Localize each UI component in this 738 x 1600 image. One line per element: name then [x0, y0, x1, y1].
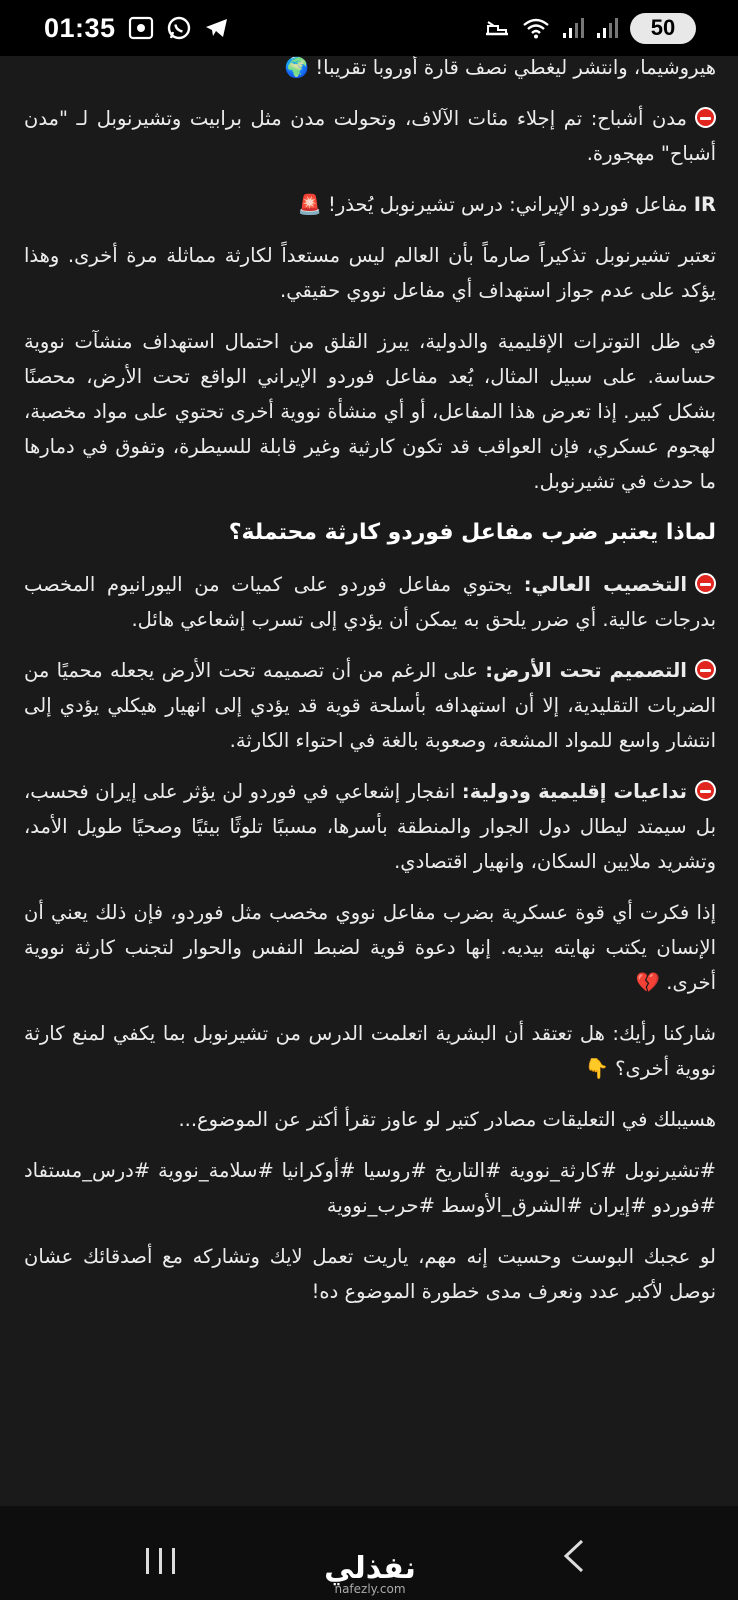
- post-paragraph: هيروشيما، وانتشر ليغطي نصف قارة أوروبا تقريبا! 🌍: [284, 56, 716, 79]
- bullet-item: [24, 653, 716, 758]
- recent-apps-icon[interactable]: [143, 1546, 179, 1580]
- hotspot-icon: [484, 18, 510, 38]
- stop-sign-icon: [695, 659, 716, 680]
- post-paragraph: هسيبلك في التعليقات مصادر كتير لو عاوز تقرأ أكتر عن الموضوع...: [178, 1108, 716, 1131]
- watermark-logo: نفذلي: [324, 1551, 416, 1586]
- post-paragraph: لو عجبك البوست وحسيت إنه مهم، ياريت تعمل لايك وتشاركه مع أصدقائك عشان نوصل لأكبر عدد ونعرف مدى خطورة الموضوع ده!: [24, 1245, 716, 1303]
- bullet-text: يحتوي مفاعل فوردو على كميات من اليورانيوم المخصب بدرجات عالية. أي ضرر يلحق به يمكن أن يؤدي إلى تسرب إشعاعي هائل.: [24, 573, 716, 631]
- bullet-item: [24, 774, 716, 879]
- post-paragraph: تعتبر تشيرنوبل تذكيراً صارماً بأن العالم ليس مستعداً لكارثة مماثلة مرة أخرى. وهذا يؤكد على عدم جواز استهداف أي مفاعل نووي حقيقي.: [24, 244, 716, 302]
- post-paragraph: شاركنا رأيك: هل تعتقد أن البشرية اتعلمت الدرس من تشيرنوبل بما يكفي لمنع كارثة نووية أخرى؟ 👇: [24, 1022, 716, 1080]
- stop-sign-icon: [695, 107, 716, 128]
- post-paragraph: [24, 187, 716, 222]
- clock: 01:35: [44, 12, 116, 43]
- bullet-text: انفجار إشعاعي في فوردو لن يؤثر على إيران فحسب، بل سيمتد ليطال دول الجوار والمنطقة بأسرها، مسببًا تلوثًا بيئيًا وصحيًا طويل الأمد، وتشريد ملايين السكان، وانهيار اقتصادي.: [24, 780, 716, 873]
- screenshot-icon: [128, 16, 154, 40]
- post-body[interactable]: [0, 56, 738, 1506]
- stop-sign-icon: [695, 573, 716, 594]
- battery-indicator: 50: [630, 13, 696, 44]
- watermark-url: nafezly.com: [334, 1582, 406, 1596]
- status-bar: [0, 0, 738, 56]
- hashtags[interactable]: #تشيرنوبل #كارثة_نووية #التاريخ #روسيا #أوكرانيا #سلامة_نووية #درس_مستفاد #فوردو #إيران #الشرق_الأوسط #حرب_نووية: [24, 1159, 716, 1217]
- bullet-item: [24, 567, 716, 637]
- post-paragraph: في ظل التوترات الإقليمية والدولية، يبرز القلق من احتمال استهداف منشآت نووية حساسة. على سبيل المثال، يُعد مفاعل فوردو الإيراني الواقع تحت الأرض، محصنًا بشكل كبير. إذا تعرض هذا المفاعل، أو أي منشأة نووية أخرى تحتوي على مواد مخصبة، لهجوم عسكري، فإن العواقب قد تكون كارثية وغير قابلة للسيطرة، وتفوق في دمارها ما حدث في تشيرنوبل.: [24, 330, 716, 493]
- bullet-title: تداعيات إقليمية ودولية:: [461, 780, 687, 803]
- signal-icon-2: [596, 17, 618, 39]
- bullet-title: التخصيب العالي:: [523, 573, 688, 596]
- paragraph-text: مدن أشباح: تم إجلاء مئات الآلاف، وتحولت مدن مثل برابيت وتشيرنوبل لـ "مدن أشباح" مهجورة.: [24, 107, 716, 165]
- bullet-title: التصميم تحت الأرض:: [485, 659, 687, 682]
- bullet-text: على الرغم من أن تصميمه تحت الأرض يجعله محميًا من الضربات التقليدية، إلا أن استهدافه بأسلحة قوية قد يؤدي إلى انهيار هيكلي يؤدي إلى انتشار واسع للمواد المشعة، وصعوبة بالغة في احتواء الكارثة.: [24, 659, 716, 752]
- back-icon[interactable]: [560, 1538, 588, 1578]
- stop-sign-icon: [695, 780, 716, 801]
- wifi-icon: [522, 17, 550, 39]
- signal-icon: [562, 17, 584, 39]
- telegram-icon: [204, 16, 230, 40]
- whatsapp-icon: [166, 15, 192, 41]
- navigation-bar: [0, 1506, 738, 1600]
- post-paragraph: [24, 101, 716, 171]
- post-paragraph: إذا فكرت أي قوة عسكرية بضرب مفاعل نووي مخصب مثل فوردو، فإن ذلك يعني أن الإنسان يكتب نهايته بيديه. إنها دعوة قوية لضبط النفس والحوار لتجنب كارثة نووية أخرى. 💔: [24, 901, 716, 994]
- iran-flag-icon: IR: [693, 193, 716, 216]
- paragraph-text: مفاعل فوردو الإيراني: درس تشيرنوبل يُحذر! 🚨: [297, 193, 688, 216]
- section-heading: لماذا يعتبر ضرب مفاعل فوردو كارثة محتملة؟: [228, 520, 716, 545]
